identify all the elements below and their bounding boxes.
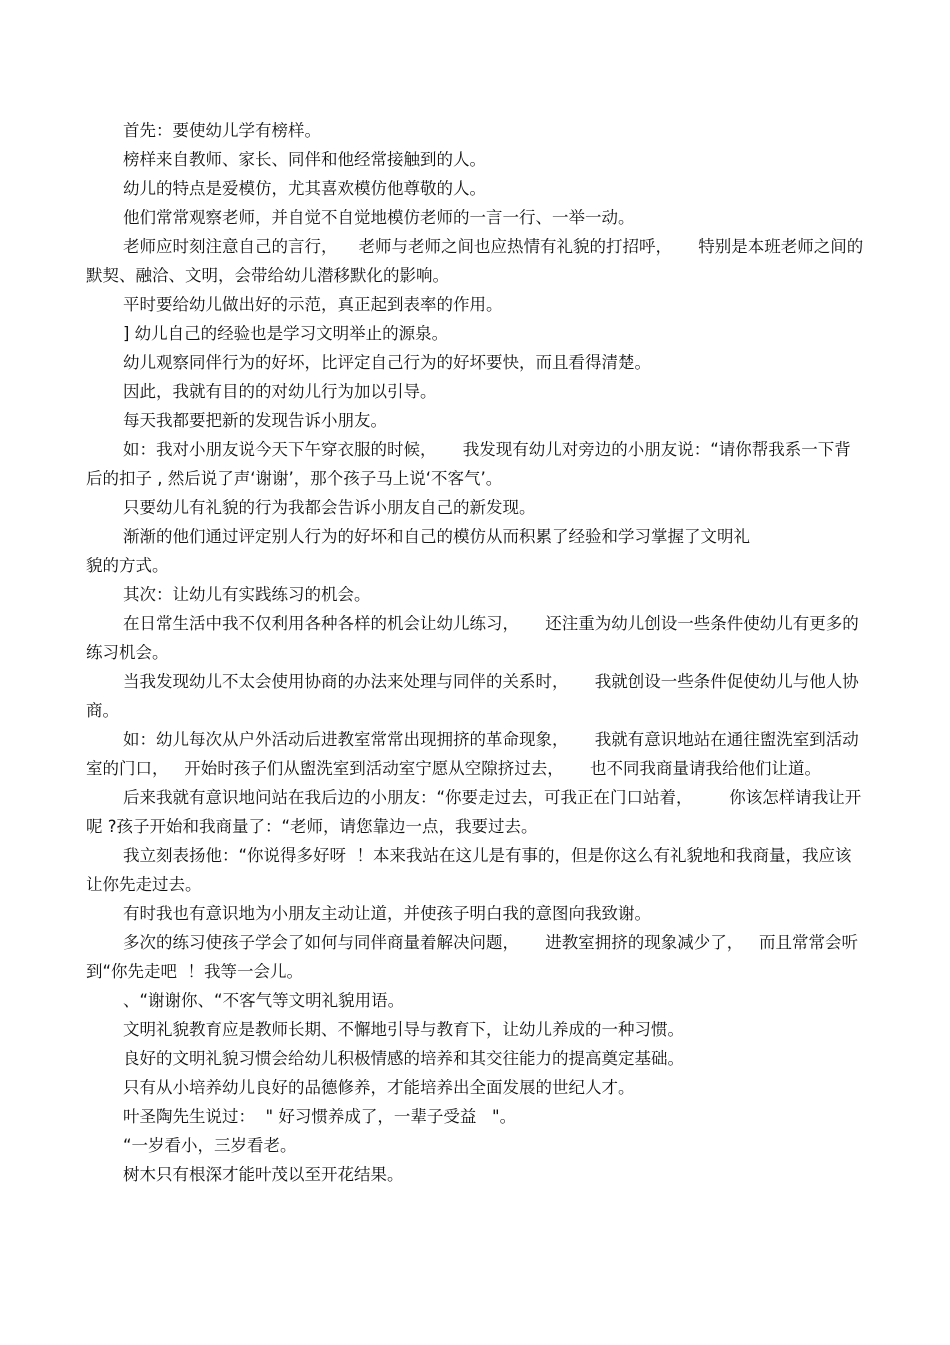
paragraph: 首先：要使幼儿学有榜样。: [123, 121, 321, 140]
paragraph: 文明礼貌教育应是教师长期、不懈地引导与教育下，让幼儿养成的一种习惯。: [123, 1020, 684, 1039]
paragraph: 在日常生活中我不仅利用各种各样的机会让幼儿练习， 还注重为幼儿创设一些条件使幼儿有更多的练习机会。: [86, 614, 859, 662]
paragraph: 老师应时刻注意自己的言行， 老师与老师之间也应热情有礼貌的打招呼， 特别是本班老师之间的默契、融洽、文明，会带给幼儿潜移默化的影响。: [86, 237, 864, 285]
paragraph: 后来我就有意识地问站在我后边的小朋友：“你要走过去，可我正在门口站着， 你该怎样请我让开呢 ?孩子开始和我商量了：“老师，请您靠边一点，我要过去。: [86, 788, 862, 836]
paragraph: “一岁看小，三岁看老。: [123, 1136, 297, 1155]
paragraph: ] 幼儿自己的经验也是学习文明举止的源泉。: [123, 324, 449, 343]
paragraph: 其次：让幼儿有实践练习的机会。: [123, 585, 371, 604]
paragraph: 有时我也有意识地为小朋友主动让道，并使孩子明白我的意图向我致谢。: [123, 904, 651, 923]
paragraph: 我立刻表扬他：“你说得多好呀 ！本来我站在这儿是有事的，但是你这么有礼貌地和我商量，我应该让你先走过去。: [86, 846, 852, 894]
document-body: [86, 116, 866, 1189]
paragraph: 幼儿观察同伴行为的好坏，比评定自己行为的好坏要快，而且看得清楚。: [123, 353, 651, 372]
paragraph: 因此，我就有目的的对幼儿行为加以引导。: [123, 382, 437, 401]
paragraph: 、“谢谢你、“不客气等文明礼貌用语。: [123, 991, 405, 1010]
paragraph: 榜样来自教师、家长、同伴和他经常接触到的人。: [123, 150, 486, 169]
paragraph: 如：我对小朋友说今天下午穿衣服的时候， 我发现有幼儿对旁边的小朋友说：“请你帮我系一下背后的扣子 , 然后说了声‘谢谢’，那个孩子马上说‘不客气’。: [86, 440, 851, 488]
paragraph: 多次的练习使孩子学会了如何与同伴商量着解决问题， 进教室拥挤的现象减少了， 而且常常会听到“你先走吧 ！我等一会儿。: [86, 933, 858, 981]
paragraph: 每天我都要把新的发现告诉小朋友。: [123, 411, 387, 430]
paragraph: 树木只有根深才能叶茂以至开花结果。: [123, 1165, 404, 1184]
paragraph: 叶圣陶先生说过： " 好习惯养成了，一辈子受益 "。: [123, 1107, 517, 1126]
paragraph: 渐渐的他们通过评定别人行为的好坏和自己的模仿从而积累了经验和学习掌握了文明礼 貌的方式。: [86, 527, 750, 575]
paragraph: 只要幼儿有礼貌的行为我都会告诉小朋友自己的新发现。: [123, 498, 536, 517]
paragraph: 当我发现幼儿不太会使用协商的办法来处理与同伴的关系时， 我就创设一些条件促使幼儿与他人协商。: [86, 672, 859, 720]
paragraph: 良好的文明礼貌习惯会给幼儿积极情感的培养和其交往能力的提高奠定基础。: [123, 1049, 684, 1068]
paragraph: 平时要给幼儿做出好的示范，真正起到表率的作用。: [123, 295, 503, 314]
paragraph: 幼儿的特点是爱模仿，尤其喜欢模仿他尊敬的人。: [123, 179, 486, 198]
paragraph: 只有从小培养幼儿良好的品德修养，才能培养出全面发展的世纪人才。: [123, 1078, 635, 1097]
paragraph: 如：幼儿每次从户外活动后进教室常常出现拥挤的革命现象， 我就有意识地站在通往盥洗室到活动室的门口， 开始时孩子们从盥洗室到活动室宁愿从空隙挤过去， 也不同我商量请我给他们让道。: [86, 730, 859, 778]
paragraph: 他们常常观察老师，并自觉不自觉地模仿老师的一言一行、一举一动。: [123, 208, 635, 227]
